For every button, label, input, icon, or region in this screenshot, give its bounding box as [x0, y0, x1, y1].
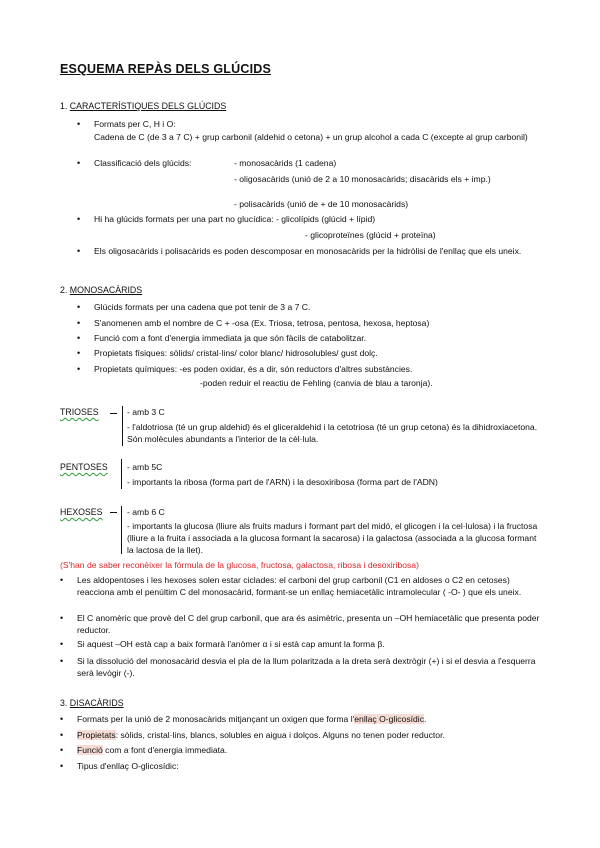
hexoses-line-1: - amb 6 C — [127, 507, 165, 517]
s2-bullet-3: • Funció com a font d'energia immediata ja que són fàcils de catabolitzar. — [94, 332, 366, 344]
s3-bullet-3-text: com a font d'energia immediata. — [102, 745, 228, 755]
s3-bullet-1 — [77, 713, 426, 725]
section-3-title: DISACÀRIDS — [69, 698, 124, 708]
trioses-bracket — [122, 406, 123, 446]
s2-bullet-1: • Glúcids formats per una cadena que pot tenir de 3 a 7 C. — [94, 301, 310, 313]
trioses-line-2: - l'aldotriosa (té un grup aldehid) és el gliceraldehid i la cetotriosa (té un grup cetona) és la dihidroxiacetona. Són molècules abundants a l'interior de la cèl·lula. — [127, 422, 538, 444]
s3-bullet-4: • Tipus d'enllaç O-glicosídic: — [77, 760, 179, 772]
s2-bullet-5: • Propietats químiques: -es poden oxidar, és a dir, són reductors d'altres substàncies. — [94, 363, 412, 375]
cyclation-bullet-2: • El C anomèric que provè del C del grup carbonil, que ara és asimètric, presenta un –OH hemiacetàlic que presenta poder reductor. — [77, 612, 543, 636]
properties-highlight: Propietats — [77, 730, 116, 740]
hexoses-bracket-tick — [110, 512, 117, 513]
hexoses-bracket — [121, 506, 122, 554]
section-2-heading — [60, 284, 142, 296]
function-highlight: Funció — [77, 745, 103, 755]
classification-2: - oligosacàrids (unió de 2 a 10 monosacàrids; disacàrids els + imp.) — [234, 174, 491, 184]
pentoses-line-1: - amb 5C — [127, 462, 163, 472]
section-1-heading — [60, 100, 226, 112]
s2-bullet-4: • Propietats físiques: sòlids/ cristal·lins/ color blanc/ hidrosolubles/ gust dolç. — [94, 347, 378, 359]
trioses-line-1: - amb 3 C — [127, 407, 165, 417]
cyclation-bullet-4: • Si la dissolució del monosacàrid desvia el pla de la llum polaritzada a la dreta serà dextrògir (+) i si el desvia a l'esquerra serà levògir (-). — [77, 655, 543, 679]
cyclation-bullet-3: • Si aquest –OH està cap a baix formarà l'anòmer α i si està cap amunt la forma β. — [77, 638, 385, 650]
o-glycosidic-highlight: enllaç O-glicosídic — [354, 714, 424, 724]
s1-bullet-2: • Classificació dels glúcids: — [94, 157, 191, 169]
s3-bullet-1-end: . — [424, 714, 427, 724]
trioses-label: TRIOSES — [60, 407, 99, 417]
s3-bullet-2-text: : sòlids, cristal·lins, blancs, solubles en aigua i dolços. Alguns no tenen poder reductor. — [115, 730, 445, 740]
classification-1: - monosacàrids (1 cadena) — [234, 158, 337, 168]
s3-bullet-3 — [77, 744, 227, 756]
section-2-number: 2. — [60, 285, 68, 295]
section-3-number: 3. — [60, 698, 68, 708]
s1-bullet-3: • Hi ha glúcids formats per una part no glucídica: - glicolípids (glúcid + lípid) — [94, 213, 375, 225]
hexoses-label: HEXOSES — [60, 507, 103, 517]
classification-3: - polisacàrids (unió de + de 10 monosacàrids) — [234, 199, 409, 209]
section-3-heading — [60, 697, 124, 709]
pentoses-line-2: - importants la ribosa (forma part de l'ARN) i la desoxiribosa (forma part de l'ADN) — [127, 477, 438, 487]
page-title: ESQUEMA REPÀS DELS GLÚCIDS — [60, 62, 272, 76]
formula-note: (S'han de saber reconèixer la fórmula de la glucosa, fructosa, galactosa, ribosa i desoxiribosa) — [60, 560, 419, 570]
section-1-number: 1. — [60, 101, 68, 111]
s2-bullet-2: • S'anomenen amb el nombre de C + -osa (Ex. Triosa, tetrosa, pentosa, hexosa, heptosa) — [94, 317, 429, 329]
pentoses-bracket — [121, 459, 122, 489]
hexoses-line-2: - importants la glucosa (lliure als fruits madurs i formant part del midó, el glicogen i la cel·lulosa) i la fructosa (lliure a la fruita i associada a la glucosa formant la sacarosa) i la galactosa (associada a la glucosa formant la lactosa de la llet). — [127, 521, 538, 555]
section-2-title: MONOSACÀRIDS — [69, 285, 143, 295]
pentoses-label: PENTOSES — [60, 462, 108, 472]
s1-bullet-4: • Els oligosacàrids i polisacàrids es poden descomposar en monosacàrids per la hidròlisi de l'enllaç que els uneix. — [94, 245, 542, 257]
trioses-bracket-tick — [110, 413, 117, 414]
s1-bullet-1: • Formats per C, H i O: — [94, 118, 176, 130]
s1-bullet-1-detail: Cadena de C (de 3 a 7 C) + grup carbonil (aldehid o cetona) + un grup alcohol a cada C (excepte al grup carbonil) — [94, 132, 528, 142]
s1-bullet-3-line-2: - glicoproteïnes (glúcid + proteïna) — [305, 230, 436, 240]
s3-bullet-1-text: Formats per la unió de 2 monosacàrids mitjançant un oxigen que forma l' — [77, 714, 355, 724]
section-1-title: CARACTERÍSTIQUES DELS GLÚCIDS — [69, 101, 227, 111]
cyclation-bullet-1: • Les aldopentoses i les hexoses solen estar ciclades: el carboni del grup carbonil (C1 en aldoses o C2 en cetoses) reacciona amb el penúltim C del monosacàrid, formant-se un enllaç hemiacetàlic intramolecular ( -O- ) que els uneix. — [77, 574, 543, 598]
s2-bullet-5-line-2: -poden reduir el reactiu de Fehling (canvia de blau a taronja). — [200, 378, 433, 388]
s3-bullet-2 — [77, 729, 445, 741]
